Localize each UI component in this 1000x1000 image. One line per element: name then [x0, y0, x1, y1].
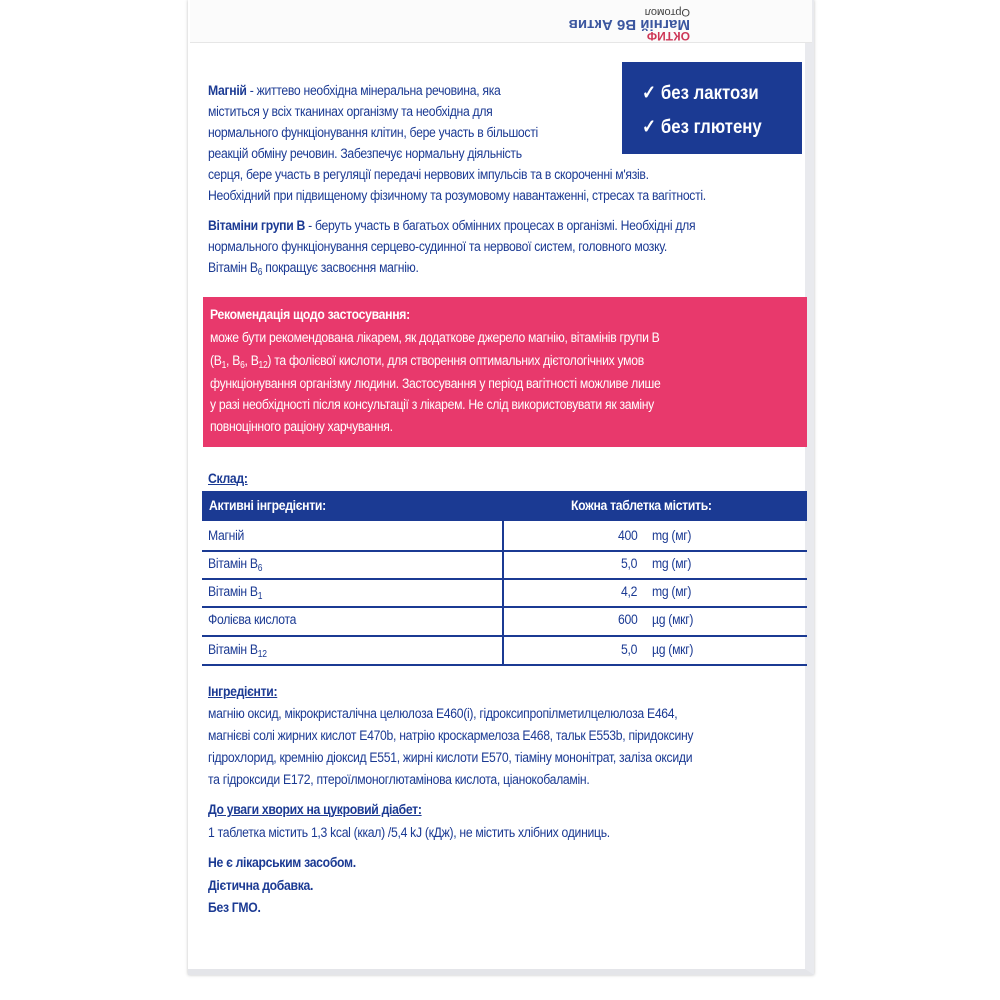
check-icon: ✓: [642, 82, 657, 104]
ingredients-title: Інгредієнти:: [208, 684, 278, 700]
intro-vitb-line-2: нормального функціонування серцево-судинної та нервової систем, головного мозку.: [208, 239, 667, 255]
table-row-name: [208, 610, 296, 635]
table-row-value: [618, 610, 637, 631]
table-row-divider: [202, 550, 807, 552]
text-fragment: 6: [257, 267, 263, 278]
text-fragment: 1: [257, 591, 263, 602]
flap-line-3: Ортомол: [644, 6, 690, 18]
intro-magnesium-line-1: [208, 81, 501, 102]
text-fragment: - життево необхідна мінеральна речовина, яка: [246, 83, 501, 99]
recommendation-line-3: функціонування організму людини. Застосування у період вагітності можливе лише: [210, 376, 661, 392]
table-row-unit: mg (мг): [652, 584, 692, 600]
ingredients-line-1: магнію оксид, мікрокристалічна целюлоза Е460(і), гідроксипропілметилцелюлоза Е464,: [208, 706, 678, 722]
text-fragment: 1: [221, 360, 227, 371]
table-column-divider: [502, 521, 504, 665]
recommendation-line-1: може бути рекомендована лікарем, як додаткове джерело магнію, вітамінів групи В: [210, 330, 660, 346]
text-fragment: 6: [240, 360, 245, 371]
table-row-unit: µg (мкг): [652, 642, 694, 658]
magnesium-term: Магній: [208, 83, 247, 99]
column-header-ingredient: Активні інгредієнти:: [209, 498, 326, 514]
ingredients-line-2: магнієві солі жирних кислот Е470b, натрію кроскармелоза Е468, тальк Е553b, піридоксину: [208, 728, 694, 744]
text-fragment: без глютену: [660, 116, 762, 138]
text-fragment: Вітамін В: [208, 556, 258, 572]
table-row-name: [208, 582, 262, 607]
recommendation-line-2: [210, 351, 644, 376]
text-fragment: ) та фолієвої кислоти, для створення оптимальних дієтологічних умов: [267, 353, 644, 369]
text-fragment: Вітамін В: [208, 642, 258, 658]
footer-gmo-free: Без ГМО.: [208, 900, 261, 916]
table-row-name: [208, 554, 262, 579]
table-row-divider: [202, 606, 807, 608]
intro-vitb-line-1: [208, 216, 695, 237]
flap-upside-down-text: [490, 6, 690, 42]
table-row-divider: [202, 664, 807, 666]
text-fragment: , В: [244, 353, 259, 369]
text-fragment: Фолієва кислота: [208, 612, 297, 628]
intro-magnesium-line-4: реакцій обміну речовин. Забезпечує нормальну діяльність: [208, 146, 522, 162]
badge-lactose-free: [642, 78, 759, 108]
check-icon: ✓: [642, 116, 657, 138]
text-fragment: 400: [618, 528, 638, 544]
column-header-amount: Кожна таблетка містить:: [571, 498, 712, 514]
text-fragment: Вітамін В: [208, 584, 258, 600]
text-fragment: без лактози: [660, 82, 759, 104]
text-fragment: 600: [618, 612, 638, 628]
table-row-unit: mg (мг): [652, 556, 692, 572]
diabetes-title: До уваги хворих на цукровий діабет:: [208, 802, 422, 818]
footer-dietary-supplement: Дієтична добавка.: [208, 878, 314, 894]
text-fragment: - беруть участь в багатьох обмінних процесах в організмі. Необхідні для: [305, 218, 696, 234]
table-row-unit: µg (мкг): [652, 612, 694, 628]
intro-magnesium-line-2: міститься у всіх тканинах організму та необхідна для: [208, 104, 493, 120]
text-fragment: Магній: [208, 528, 244, 544]
intro-magnesium-line-5: серця, бере участь в регуляції передачі нервових імпульсів та в скороченні м'язів.: [208, 167, 649, 183]
text-fragment: Вітамін В: [208, 260, 258, 276]
recommendation-title: Рекомендація щодо застосування:: [210, 307, 410, 323]
text-fragment: покращує засвоєння магнію.: [262, 260, 419, 276]
table-row-value: [621, 640, 637, 661]
recommendation-line-5: повноцінного раціону харчування.: [210, 419, 393, 435]
table-row-value: [621, 582, 637, 603]
footer-not-medicine: Не є лікарським засобом.: [208, 855, 356, 871]
text-fragment: 12: [257, 649, 267, 660]
recommendation-line-4: у разі необхідності після консультації з лікарем. Не слід використовувати як заміну: [210, 397, 654, 413]
composition-table-header: [202, 491, 807, 521]
composition-title: Склад:: [208, 471, 248, 487]
table-row-value: [621, 554, 637, 575]
recommendation-box: [203, 297, 807, 447]
intro-magnesium-line-6: Необхідний при підвищеному фізичному та розумовому навантаженні, стресах та вагітності.: [208, 188, 706, 204]
flap-line-1: ОКТИФ: [646, 29, 690, 43]
ingredients-line-3: гідрохлорид, кремнію діоксид Е551, жирні кислоти Е570, тіаміну мононітрат, заліза оксиди: [208, 750, 693, 766]
intro-magnesium-line-3: нормального функціонування клітин, бере участь в більшості: [208, 125, 538, 141]
table-row-unit: mg (мг): [652, 528, 692, 544]
text-fragment: (В: [210, 353, 222, 369]
table-row-divider: [202, 578, 807, 580]
table-row-name: [208, 640, 267, 665]
free-from-badge: [622, 62, 802, 154]
ingredients-line-4: та гідроксиди Е172, птероїлмоноглютамінова кислота, ціанокобаламін.: [208, 772, 590, 788]
text-fragment: 12: [258, 360, 268, 371]
text-fragment: 4,2: [621, 584, 638, 600]
intro-vitb-line-3: [208, 258, 419, 283]
text-fragment: 5,0: [621, 556, 638, 572]
vitb-term: Вітаміни групи В: [208, 218, 306, 234]
text-fragment: 6: [257, 563, 263, 574]
flap-line-2: Магній В6 Актив: [568, 16, 690, 33]
table-row-divider: [202, 635, 807, 637]
table-row-value: [618, 526, 637, 547]
text-fragment: 5,0: [621, 642, 638, 658]
badge-gluten-free: [642, 112, 762, 142]
top-flap: [190, 0, 812, 43]
table-row-name: [208, 526, 244, 551]
text-fragment: , В: [226, 353, 241, 369]
diabetes-line-1: 1 таблетка містить 1,3 kcal (ккал) /5,4 kJ (кДж), не містить хлібних одиниць.: [208, 825, 610, 841]
